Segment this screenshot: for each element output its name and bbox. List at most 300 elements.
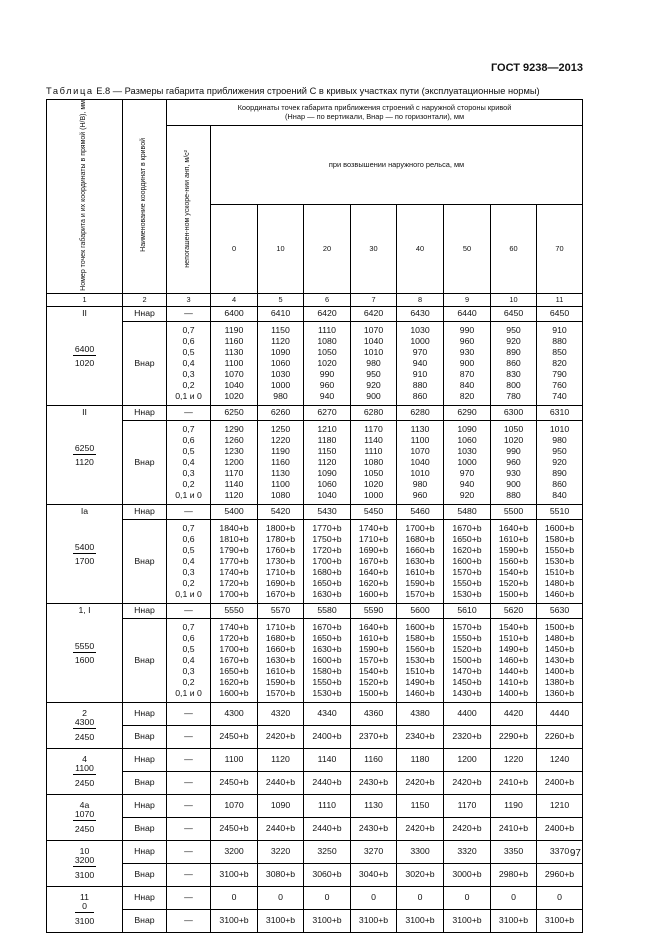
b-value: 1590+b [405, 578, 435, 589]
b-nar-label [123, 818, 167, 841]
accel-value: 0,1 и 0 [175, 589, 202, 600]
b-value: 1020 [503, 435, 524, 446]
b-values [537, 619, 583, 703]
b-value: 1720+b [312, 545, 342, 556]
h-nar-label [123, 887, 167, 910]
h-accel: — [167, 307, 211, 322]
b-value: 1460+b [405, 688, 435, 699]
b-values [397, 421, 444, 505]
b-value: 1290 [224, 424, 244, 435]
h-nar-label [123, 604, 167, 619]
coords-num: 0 [75, 902, 94, 913]
b-values [304, 421, 351, 505]
h-value: 1210 [537, 795, 583, 818]
b-value: 960 [506, 457, 521, 468]
b-value: 1720+b [219, 633, 249, 644]
group-b-row [47, 619, 583, 703]
b-value: 1120 [271, 336, 290, 347]
column-number: 1 [47, 294, 123, 307]
h-nar-label [123, 703, 167, 726]
h-value: 6450 [491, 307, 537, 322]
b-value: 1660+b [265, 644, 296, 655]
accel-value: 0,2 [182, 578, 195, 589]
header-accel-text: непогашен-ном ускоре-нии aнп, м/с² [184, 149, 192, 268]
b-value: 1000 [363, 490, 384, 501]
h-value: 6420 [351, 307, 397, 322]
b-value: 980 [552, 435, 567, 446]
accel-value: 0,3 [182, 369, 195, 380]
b-value: 1560+b [405, 644, 435, 655]
b-value: 1120 [317, 457, 337, 468]
b-value: 1560+b [498, 556, 529, 567]
h-value: 4380 [397, 703, 444, 726]
b-value: 1500+b [452, 655, 482, 666]
h-value: 6250 [211, 406, 258, 421]
b-value: 3000+b [444, 864, 491, 887]
coords-den: 3100 [74, 869, 95, 880]
group-b-row [47, 520, 583, 604]
h-value: 0 [491, 887, 537, 910]
b-nar-label-text: Bнар [134, 777, 155, 788]
b-accel: — [167, 772, 211, 795]
group-h-row [47, 406, 583, 421]
b-value: 1050 [503, 424, 524, 435]
b-value: 1450+b [544, 644, 575, 655]
h-value: 3200 [211, 841, 258, 864]
b-value: 860 [552, 479, 567, 490]
b-value: 1630+b [265, 655, 296, 666]
h-value: 5600 [397, 604, 444, 619]
h-accel: — [167, 604, 211, 619]
h-nar-label-text: Hнар [134, 846, 155, 857]
b-value: 2440+b [304, 818, 351, 841]
small-b-row [47, 726, 583, 749]
b-value: 2400+b [537, 772, 583, 795]
b-values [444, 520, 491, 604]
b-value: 920 [459, 490, 475, 501]
b-value: 1680+b [405, 534, 435, 545]
b-value: 830 [506, 369, 521, 380]
b-value: 2450+b [211, 772, 258, 795]
b-value: 1080 [270, 490, 291, 501]
b-value: 1510+b [544, 567, 575, 578]
point-cell [47, 841, 123, 887]
b-value: 1520+b [498, 578, 529, 589]
accel-list [167, 619, 211, 703]
b-value: 3100+b [211, 910, 258, 933]
h-value: 0 [444, 887, 491, 910]
b-value: 1650+b [452, 534, 482, 545]
h-nar-label-text: Hнар [134, 605, 155, 616]
h-value: 3300 [397, 841, 444, 864]
b-value: 1180 [317, 435, 337, 446]
coords-num: 4300 [74, 717, 95, 728]
b-value: 1030 [270, 369, 291, 380]
point-number: II [82, 407, 87, 418]
coords-fraction [73, 345, 96, 368]
b-value: 1040 [410, 457, 430, 468]
b-value: 1260 [224, 435, 244, 446]
h-value: 5550 [211, 604, 258, 619]
h-value: 1200 [444, 749, 491, 772]
b-value: 1100 [410, 435, 430, 446]
b-value: 840 [459, 380, 475, 391]
elevation-value: 60 [491, 205, 537, 294]
b-values [537, 520, 583, 604]
column-number-row [47, 294, 583, 307]
b-value: 2440+b [304, 772, 351, 795]
b-value: 1610+b [405, 567, 435, 578]
b-value: 1400+b [544, 666, 575, 677]
b-value: 990 [319, 369, 335, 380]
b-value: 970 [459, 468, 475, 479]
b-value: 1430+b [452, 688, 482, 699]
header-row [47, 100, 583, 126]
b-values [258, 520, 304, 604]
b-value: 1600+b [405, 622, 435, 633]
b-values [444, 619, 491, 703]
b-value: 1510+b [405, 666, 435, 677]
b-value: 1590+b [498, 545, 529, 556]
b-value: 1010 [363, 347, 384, 358]
b-value: 880 [506, 490, 521, 501]
point-number: 2 [82, 707, 87, 718]
column-number: 6 [304, 294, 351, 307]
h-value: 1220 [491, 749, 537, 772]
b-value: 940 [412, 358, 428, 369]
b-value: 1600+b [358, 589, 389, 600]
h-nar-label-text: Hнар [134, 800, 155, 811]
b-value: 1650+b [219, 666, 249, 677]
small-h-row [47, 795, 583, 818]
point-number: II [82, 308, 87, 319]
b-value: 1170 [364, 424, 383, 435]
b-value: 1020 [317, 358, 337, 369]
h-value: 5430 [304, 505, 351, 520]
b-value: 740 [552, 391, 567, 402]
b-value: 1520+b [358, 677, 389, 688]
b-nar-label-text: Bнар [134, 869, 155, 880]
h-value: 6450 [537, 307, 583, 322]
b-value: 1460+b [544, 589, 575, 600]
point-number: 4 [82, 753, 87, 764]
b-value: 2420+b [444, 818, 491, 841]
b-value: 1060 [270, 358, 291, 369]
accel-value: 0,2 [182, 380, 195, 391]
b-value: 1060 [457, 435, 477, 446]
point-cell [47, 505, 123, 604]
b-values [351, 619, 397, 703]
h-value: 3350 [491, 841, 537, 864]
b-value: 2420+b [397, 772, 444, 795]
point-number: 4a [79, 799, 90, 810]
h-value: 5480 [444, 505, 491, 520]
b-value: 1550+b [544, 545, 575, 556]
b-value: 1090 [457, 424, 477, 435]
b-value: 960 [459, 336, 475, 347]
b-value: 1020 [363, 479, 384, 490]
header-coord-name-text: Наименование координат в кривой [140, 138, 148, 253]
b-values [258, 322, 304, 406]
h-nar-label-text: Hнар [134, 506, 155, 517]
b-value: 1690+b [265, 578, 296, 589]
accel-value: 0,5 [182, 545, 195, 556]
b-value: 1450+b [452, 677, 482, 688]
b-value: 1090 [270, 347, 291, 358]
b-value: 1070 [410, 446, 430, 457]
b-value: 1720+b [219, 578, 249, 589]
b-nar-label [123, 726, 167, 749]
b-value: 1740+b [358, 523, 389, 534]
h-value: 6290 [444, 406, 491, 421]
b-value: 2430+b [351, 818, 397, 841]
b-value: 3100+b [258, 910, 304, 933]
coords-num: 6400 [74, 343, 95, 354]
b-value: 1650+b [312, 633, 342, 644]
b-values [491, 619, 537, 703]
b-values [211, 421, 258, 505]
b-value: 1040 [317, 490, 337, 501]
b-value: 1550+b [452, 633, 482, 644]
h-value: 5450 [351, 505, 397, 520]
h-nar-label-text: Hнар [134, 407, 155, 418]
b-value: 1500+b [498, 589, 529, 600]
b-value: 1140 [224, 479, 244, 490]
h-nar-label [123, 307, 167, 322]
b-value: 1090 [317, 468, 337, 479]
accel-value: 0,3 [182, 567, 195, 578]
b-value: 1060 [317, 479, 337, 490]
h-nar-label [123, 505, 167, 520]
h-value: 0 [351, 887, 397, 910]
b-value: 1210 [317, 424, 337, 435]
b-values [258, 619, 304, 703]
b-value: 1400+b [498, 688, 529, 699]
coords-fraction [73, 543, 96, 566]
header-span [167, 100, 583, 126]
elevation-value: 50 [444, 205, 491, 294]
b-value: 1230 [224, 446, 244, 457]
b-value: 1640+b [358, 622, 389, 633]
h-value: 4320 [258, 703, 304, 726]
header-elevation: при возвышении наружного рельса, мм [211, 126, 583, 205]
b-value: 940 [319, 391, 335, 402]
accel-value: 0,1 и 0 [175, 688, 202, 699]
h-value: 5510 [537, 505, 583, 520]
coords-num: 6250 [74, 442, 95, 453]
b-nar-label [123, 322, 167, 406]
h-value: 1090 [258, 795, 304, 818]
b-value: 2430+b [351, 772, 397, 795]
b-value: 1630+b [312, 644, 342, 655]
b-value: 1040 [224, 380, 244, 391]
small-b-row [47, 818, 583, 841]
b-value: 1110 [364, 446, 383, 457]
b-value: 1710+b [265, 567, 296, 578]
b-value: 1010 [410, 468, 430, 479]
b-value: 1110 [317, 325, 337, 336]
b-value: 1190 [224, 325, 244, 336]
h-accel: — [167, 841, 211, 864]
h-nar-label-text: Hнар [134, 892, 155, 903]
accel-value: 0,6 [182, 534, 195, 545]
h-nar-label [123, 406, 167, 421]
b-values [397, 520, 444, 604]
caption-label: Таблица [46, 86, 94, 96]
b-value: 1840+b [219, 523, 249, 534]
b-value: 1610+b [358, 633, 389, 644]
header-point-coords-text: Номер точек габарита и их координаты в прямой (H/B), мм [80, 100, 88, 291]
b-value: 1070 [363, 325, 384, 336]
accel-value: 0,4 [182, 556, 195, 567]
b-value: 1780+b [265, 534, 296, 545]
accel-list [167, 322, 211, 406]
b-value: 3100+b [397, 910, 444, 933]
b-value: 1750+b [312, 534, 342, 545]
h-value: 0 [537, 887, 583, 910]
b-value: 900 [459, 358, 475, 369]
h-nar-label-text: Hнар [134, 754, 155, 765]
accel-list [167, 520, 211, 604]
point-number: 1, I [78, 605, 91, 616]
b-value: 1610+b [265, 666, 296, 677]
b-nar-label-text: Bнар [134, 654, 155, 665]
standard-code: ГОСТ 9238—2013 [490, 62, 583, 74]
group-b-row [47, 421, 583, 505]
b-nar-label [123, 864, 167, 887]
gabarit-table [46, 99, 583, 933]
b-value: 1590+b [358, 644, 389, 655]
b-value: 850 [552, 347, 567, 358]
small-h-row [47, 887, 583, 910]
b-value: 1580+b [544, 534, 575, 545]
b-value: 980 [366, 358, 381, 369]
column-number: 2 [123, 294, 167, 307]
b-value: 1680+b [265, 633, 296, 644]
table-caption [46, 86, 540, 96]
b-value: 1530+b [544, 556, 575, 567]
h-nar-label [123, 749, 167, 772]
b-value: 1490+b [498, 644, 529, 655]
b-value: 1570+b [452, 622, 482, 633]
b-value: 3100+b [211, 864, 258, 887]
elevation-value: 20 [304, 205, 351, 294]
accel-value: 0,5 [182, 347, 195, 358]
b-values [258, 421, 304, 505]
b-value: 1740+b [219, 622, 249, 633]
h-value: 4340 [304, 703, 351, 726]
h-accel: — [167, 749, 211, 772]
b-values [397, 322, 444, 406]
h-value: 4360 [351, 703, 397, 726]
h-value: 6260 [258, 406, 304, 421]
b-value: 1020 [224, 391, 244, 402]
b-value: 840 [552, 490, 567, 501]
b-accel: — [167, 864, 211, 887]
b-value: 1030 [457, 446, 477, 457]
b-value: 1160 [224, 336, 244, 347]
b-value: 1580+b [405, 633, 435, 644]
coords-den: 2450 [74, 777, 95, 788]
b-value: 3100+b [444, 910, 491, 933]
h-value: 3250 [304, 841, 351, 864]
h-accel: — [167, 505, 211, 520]
accel-value: 0,4 [182, 457, 195, 468]
h-value: 1070 [211, 795, 258, 818]
b-value: 2260+b [537, 726, 583, 749]
b-value: 1670+b [265, 589, 296, 600]
b-value: 1580+b [312, 666, 342, 677]
b-value: 1600+b [452, 556, 482, 567]
coords-num: 5400 [74, 541, 95, 552]
accel-value: 0,7 [182, 523, 195, 534]
b-value: 2440+b [258, 818, 304, 841]
b-values [444, 322, 491, 406]
point-number: 10 [79, 845, 90, 856]
b-value: 880 [412, 380, 428, 391]
coords-num: 3200 [74, 855, 95, 866]
column-number: 7 [351, 294, 397, 307]
coords-fraction [75, 902, 94, 926]
point-cell [47, 749, 123, 795]
b-value: 2410+b [491, 818, 537, 841]
b-value: 1600+b [312, 655, 342, 666]
b-value: 1690+b [358, 545, 389, 556]
elevation-value: 40 [397, 205, 444, 294]
b-value: 920 [552, 457, 567, 468]
h-value: 3220 [258, 841, 304, 864]
b-value: 2290+b [491, 726, 537, 749]
h-value: 1140 [304, 749, 351, 772]
coords-den: 2450 [74, 731, 95, 742]
h-value: 6280 [351, 406, 397, 421]
b-value: 970 [412, 347, 428, 358]
b-value: 1640+b [358, 567, 389, 578]
b-value: 3080+b [258, 864, 304, 887]
elevation-value: 10 [258, 205, 304, 294]
h-nar-label-text: Hнар [134, 708, 155, 719]
accel-value: 0,4 [182, 358, 195, 369]
b-value: 1070 [224, 369, 244, 380]
small-b-row [47, 910, 583, 933]
b-value: 1520+b [452, 644, 482, 655]
b-value: 900 [506, 479, 521, 490]
b-nar-label [123, 619, 167, 703]
b-value: 950 [506, 325, 521, 336]
b-value: 960 [319, 380, 335, 391]
h-value: 4400 [444, 703, 491, 726]
b-value: 1170 [224, 468, 244, 479]
b-value: 1710+b [358, 534, 389, 545]
h-value: 6420 [304, 307, 351, 322]
h-value: 4440 [537, 703, 583, 726]
h-value: 1170 [444, 795, 491, 818]
b-value: 1140 [364, 435, 383, 446]
column-number: 11 [537, 294, 583, 307]
accel-value: 0,6 [182, 336, 195, 347]
b-value: 1150 [317, 446, 337, 457]
coords-fraction [73, 642, 96, 665]
b-value: 1540+b [358, 666, 389, 677]
group-b-row [47, 322, 583, 406]
b-value: 910 [552, 325, 567, 336]
b-value: 1080 [317, 336, 337, 347]
b-value: 1080 [363, 457, 384, 468]
b-value: 1040 [363, 336, 384, 347]
b-value: 3060+b [304, 864, 351, 887]
b-value: 1700+b [405, 523, 435, 534]
b-accel: — [167, 910, 211, 933]
